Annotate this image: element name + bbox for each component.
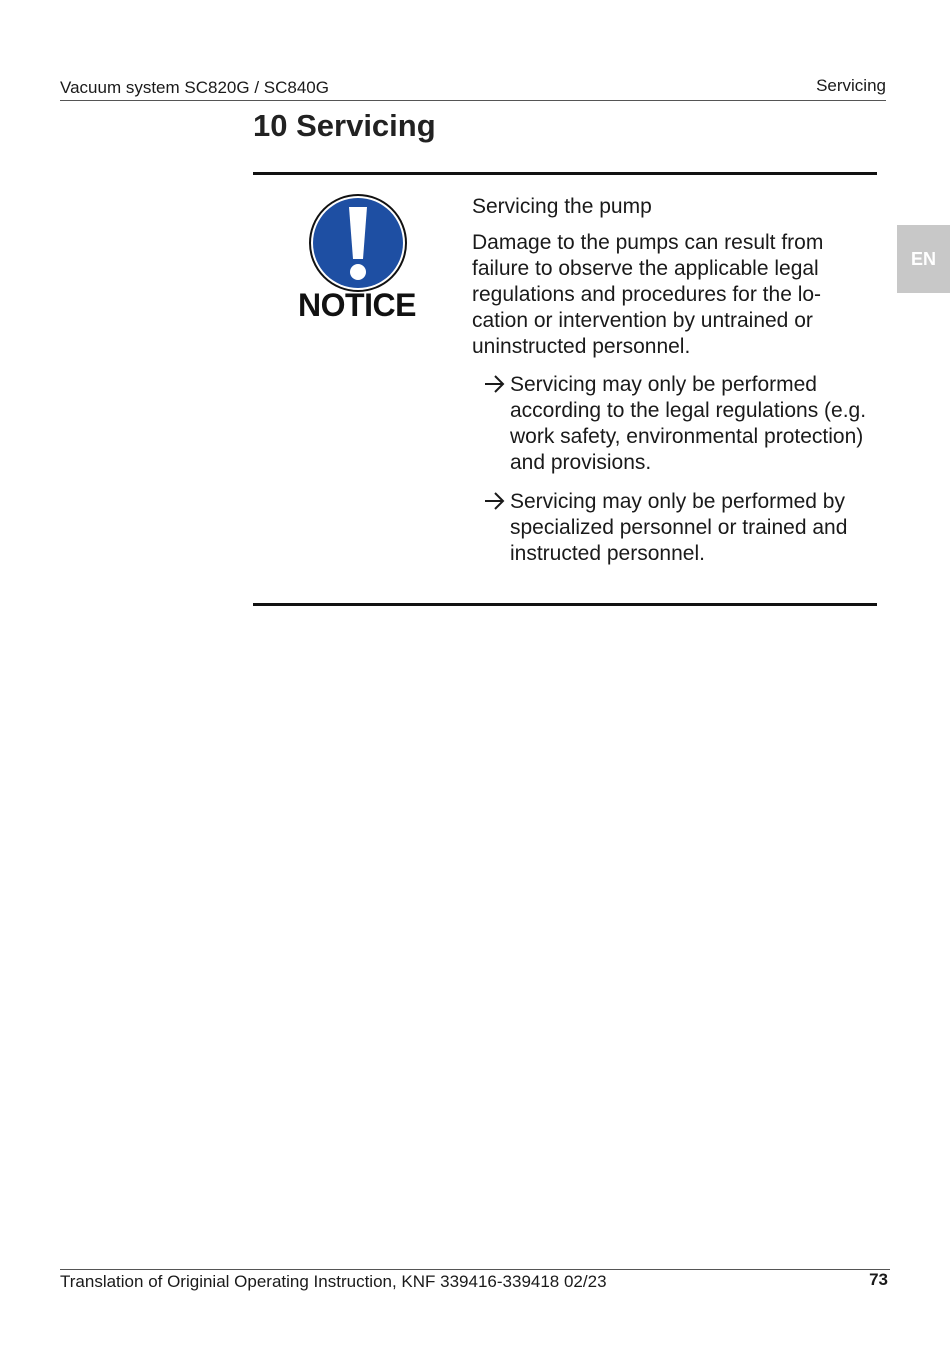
- page-number: 73: [869, 1270, 888, 1289]
- notice-text: Damage to the pumps can result from failure to observe the applicable legal regulations and procedures for the lo-cation or intervention by untrained or uninstructed personnel.: [472, 231, 824, 358]
- notice-top-rule: [253, 172, 877, 175]
- chapter-title: 10 Servicing: [253, 108, 436, 143]
- arrow-right-icon: [483, 489, 507, 520]
- notice-body: [472, 194, 867, 580]
- list-item: [472, 372, 867, 476]
- list-item-text: Servicing may only be performed by specialized personnel or trained and instructed personnel.: [510, 490, 848, 565]
- list-item-text: Servicing may only be performed according to the legal regulations (e.g. work safety, environmental protection) and provisions.: [510, 373, 867, 474]
- arrow-right-icon: [483, 372, 507, 403]
- header-document-title: Vacuum system SC820G / SC840G: [60, 78, 329, 97]
- notice-instructions: [472, 372, 867, 567]
- footer-divider: [60, 1269, 890, 1270]
- list-item: [472, 489, 867, 567]
- notice-bottom-rule: [253, 603, 877, 606]
- footer-text: Translation of Originial Operating Instruction, KNF 339416-339418 02/23: [60, 1272, 607, 1291]
- language-tab: EN: [897, 225, 950, 293]
- header-section: Servicing: [816, 76, 886, 95]
- exclamation-mark-icon: [308, 193, 408, 293]
- notice-label: NOTICE: [298, 287, 416, 323]
- header-divider: [60, 100, 886, 101]
- notice-heading: Servicing the pump: [472, 195, 652, 218]
